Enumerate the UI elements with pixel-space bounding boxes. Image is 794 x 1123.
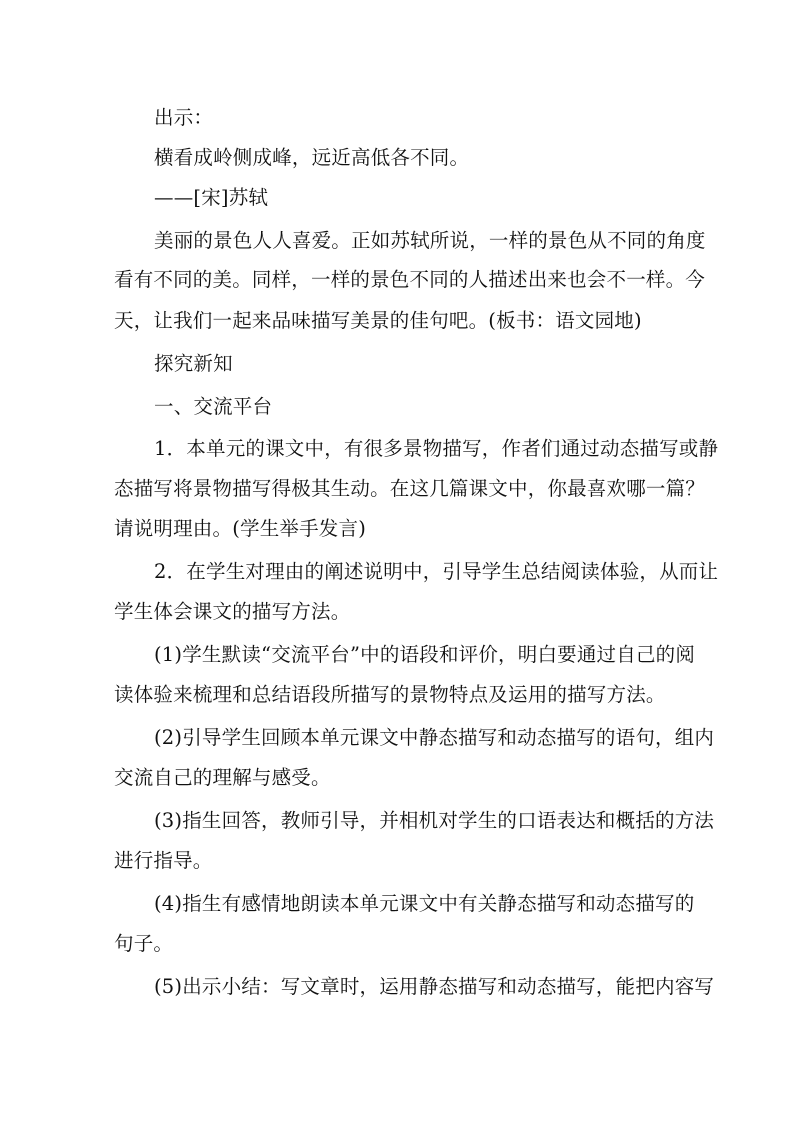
paragraph-line: (1)学生默读“交流平台”中的语段和评价，明白要通过自己的阅 [154,643,696,666]
paragraph-line: 看有不同的美。同样，一样的景色不同的人描述出来也会不一样。今 [114,268,706,291]
paragraph-line: (5)出示小结：写文章时，运用静态描写和动态描写，能把内容写 [154,975,715,998]
paragraph-line: 态描写将景物描写得极其生动。在这几篇课文中，你最喜欢哪一篇？ [114,477,706,500]
paragraph-line: 读体验来梳理和总结语段所描写的景物特点及运用的描写方法。 [114,683,666,706]
paragraph-line: 请说明理由。(学生举手发言) [114,517,367,540]
poem-attribution: ——[宋]苏轼 [154,186,269,209]
paragraph-line: (3)指生回答，教师引导，并相机对学生的口语表达和概括的方法 [154,809,715,832]
paragraph-line: 美丽的景色人人喜爱。正如苏轼所说，一样的景色从不同的角度 [154,229,706,252]
paragraph-line: 交流自己的理解与感受。 [114,766,331,789]
paragraph-line: 句子。 [114,932,174,955]
text-line-show: 出示： [154,106,214,129]
paragraph-line: 进行指导。 [114,849,213,872]
paragraph-line: 1．本单元的课文中，有很多景物描写，作者们通过动态描写或静 [154,437,719,460]
paragraph-line: (4)指生有感情地朗读本单元课文中有关静态描写和动态描写的 [154,892,695,915]
subsection-heading: 一、交流平台 [154,395,273,418]
paragraph-line: (2)引导学生回顾本单元课文中静态描写和动态描写的语句，组内 [154,726,715,749]
paragraph-line: 2．在学生对理由的阐述说明中，引导学生总结阅读体验，从而让 [154,560,719,583]
paragraph-line: 天，让我们一起来品味描写美景的佳句吧。(板书：语文园地) [114,309,642,332]
section-heading: 探究新知 [154,352,233,375]
poem-line: 横看成岭侧成峰，远近高低各不同。 [154,146,470,169]
paragraph-line: 学生体会课文的描写方法。 [114,600,351,623]
